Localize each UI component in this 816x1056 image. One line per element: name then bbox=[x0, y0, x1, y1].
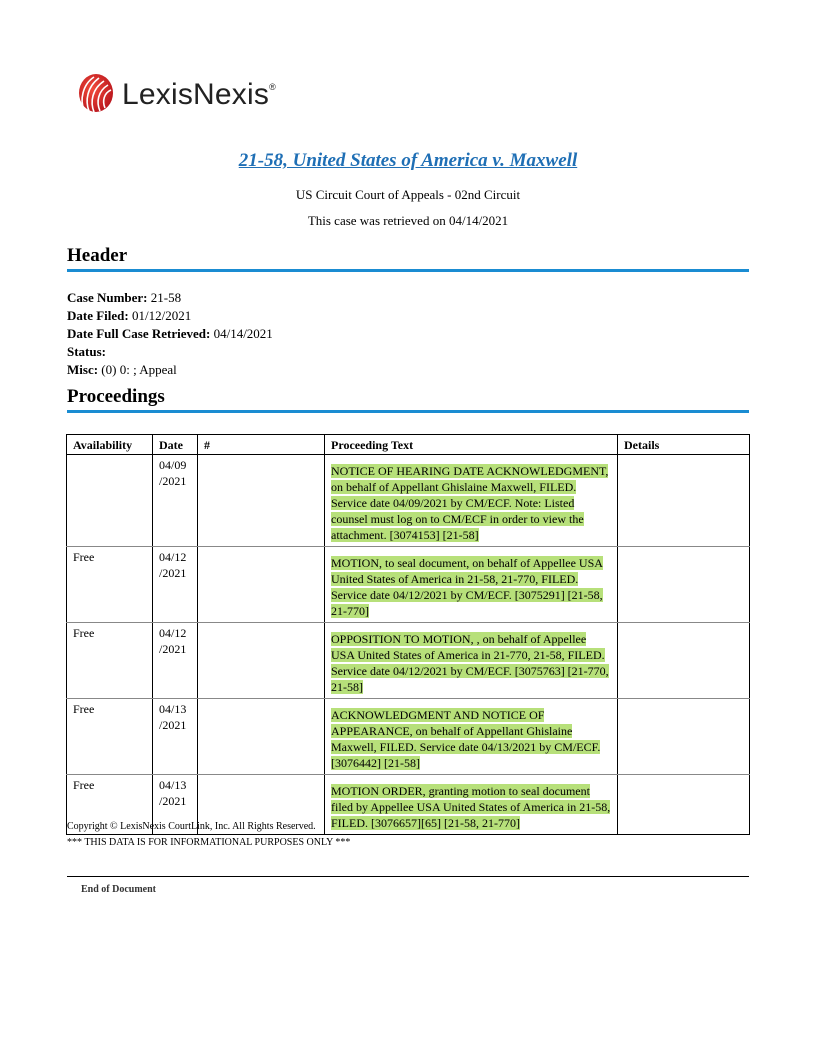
cell-date: 04/13 /2021 bbox=[153, 699, 198, 775]
proceedings-table bbox=[66, 434, 750, 835]
cell-details bbox=[618, 547, 750, 623]
header-fields bbox=[67, 289, 273, 379]
col-details: Details bbox=[618, 435, 750, 455]
field-date-retrieved: Date Full Case Retrieved: 04/14/2021 bbox=[67, 326, 273, 341]
cell-number bbox=[198, 455, 325, 547]
col-number: # bbox=[198, 435, 325, 455]
col-date: Date bbox=[153, 435, 198, 455]
table-row bbox=[67, 699, 750, 775]
cell-availability: Free bbox=[67, 623, 153, 699]
proceedings-section-title: Proceedings bbox=[67, 386, 749, 413]
cell-proceeding-text: ACKNOWLEDGMENT AND NOTICE OF APPEARANCE, on behalf of Appellant Ghislaine Maxwell, FILED. Service date 04/13/2021 by CM/ECF.[3076442] [21-58] bbox=[325, 699, 618, 775]
cell-number bbox=[198, 547, 325, 623]
copyright-line: Copyright © LexisNexis CourtLink, Inc. All Rights Reserved. bbox=[67, 821, 316, 832]
cell-availability: Free bbox=[67, 699, 153, 775]
court-name: US Circuit Court of Appeals - 02nd Circuit bbox=[295, 187, 521, 202]
cell-proceeding-text: OPPOSITION TO MOTION, , on behalf of Appellee USA United States of America in 21-770, 21-58, FILED. Service date 04/12/2021 by CM/ECF. [3075763] [21-770, 21-58] bbox=[325, 623, 618, 699]
cell-date: 04/13 /2021 bbox=[153, 775, 198, 835]
cell-availability: Free bbox=[67, 775, 153, 835]
cell-availability bbox=[67, 455, 153, 547]
cell-number bbox=[198, 699, 325, 775]
cell-details bbox=[618, 623, 750, 699]
lexisnexis-logo bbox=[74, 72, 276, 116]
table-row bbox=[67, 623, 750, 699]
cell-date: 04/09 /2021 bbox=[153, 455, 198, 547]
table-row bbox=[67, 455, 750, 547]
copyright-notice bbox=[67, 819, 350, 851]
brand-name: LexisNexis® bbox=[122, 78, 276, 111]
cell-details bbox=[618, 775, 750, 835]
col-proceeding-text: Proceeding Text bbox=[325, 435, 618, 455]
retrieved-date: This case was retrieved on 04/14/2021 bbox=[307, 213, 509, 228]
cell-availability: Free bbox=[67, 547, 153, 623]
field-case-number: Case Number: 21-58 bbox=[67, 290, 182, 305]
col-availability: Availability bbox=[67, 435, 153, 455]
cell-proceeding-text: MOTION, to seal document, on behalf of Appellee USA United States of America in 21-58, 21-770, FILED. Service date 04/12/2021 by CM/ECF. [3075291] [21-58, 21-770] bbox=[325, 547, 618, 623]
case-title-link[interactable]: 21-58, United States of America v. Maxwell bbox=[238, 150, 578, 171]
cell-proceeding-text: NOTICE OF HEARING DATE ACKNOWLEDGMENT, on behalf of Appellant Ghislaine Maxwell, FILED. Service date 04/09/2021 by CM/ECF. Note: Listed counsel must log on to CM/ECF in order to view the attachment. [3074153] [21-58] bbox=[325, 455, 618, 547]
cell-number bbox=[198, 623, 325, 699]
header-section-title: Header bbox=[67, 245, 749, 272]
table-row bbox=[67, 547, 750, 623]
cell-details bbox=[618, 455, 750, 547]
field-misc: Misc: (0) 0: ; Appeal bbox=[67, 362, 177, 377]
end-of-document: End of Document bbox=[81, 884, 157, 895]
field-date-filed: Date Filed: 01/12/2021 bbox=[67, 308, 192, 323]
cell-date: 04/12 /2021 bbox=[153, 547, 198, 623]
lexisnexis-swirl-icon bbox=[74, 73, 114, 115]
cell-proceeding-text: MOTION ORDER, granting motion to seal document filed by Appellee USA United States of America in 21-58, FILED. [3076657][65] [21-58, 21-770] bbox=[325, 775, 618, 835]
cell-details bbox=[618, 699, 750, 775]
table-header-row bbox=[67, 435, 750, 455]
cell-date: 04/12 /2021 bbox=[153, 623, 198, 699]
divider bbox=[67, 876, 749, 877]
disclaimer-line: *** THIS DATA IS FOR INFORMATIONAL PURPOSES ONLY *** bbox=[67, 837, 351, 848]
field-status: Status: bbox=[67, 344, 107, 359]
